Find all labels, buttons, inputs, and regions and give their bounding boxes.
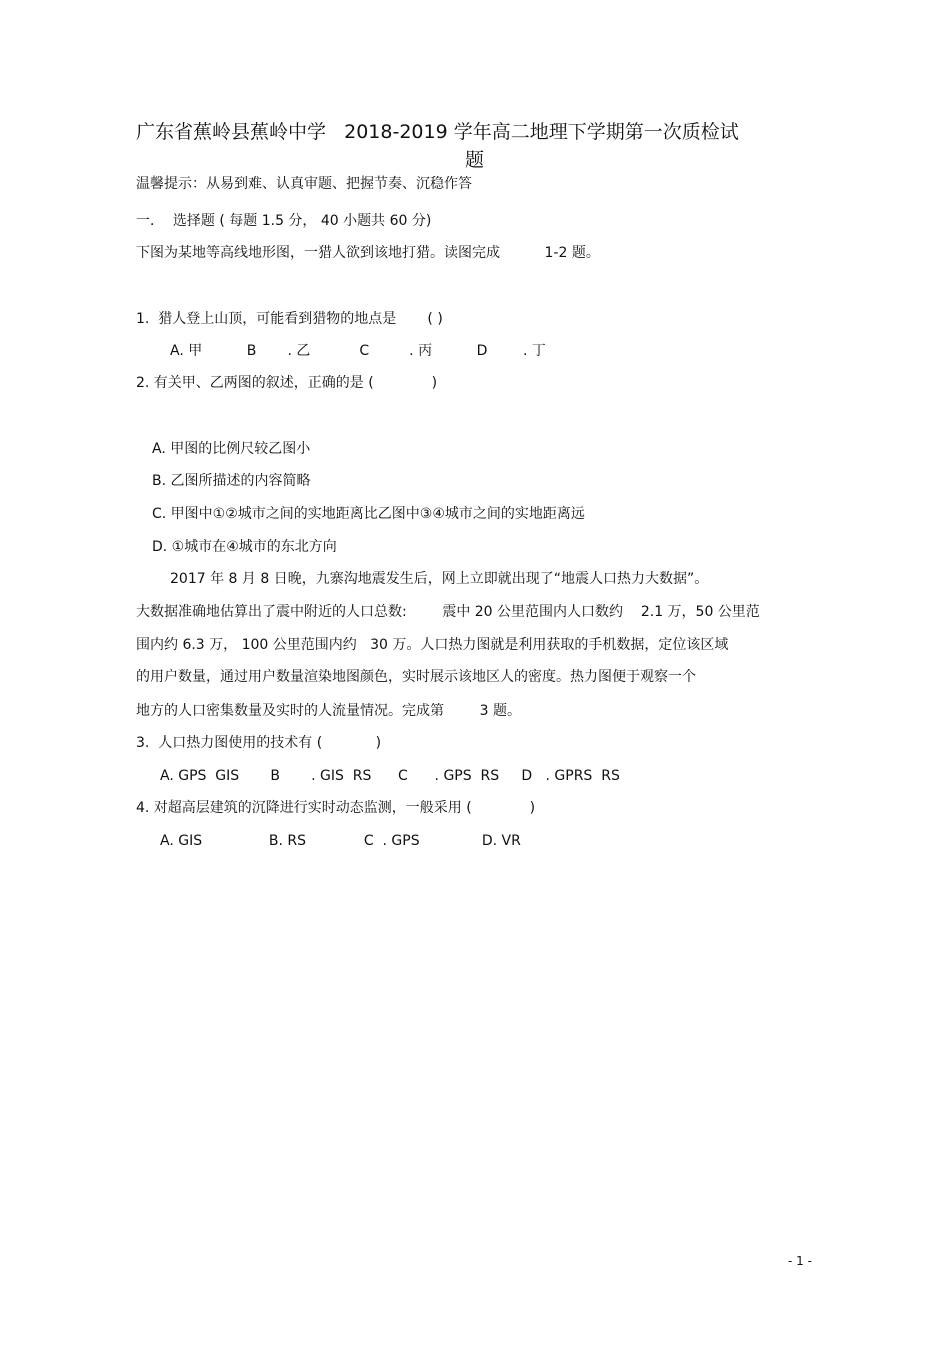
passage-line-5: 地方的人口密集数量及实时的人流量情况。完成第 3 题。 [136, 703, 521, 719]
question-2-option-a: A. 甲图的比例尺较乙图小 [152, 441, 311, 457]
tip-text: 温馨提示：从易到难、认真审题、把握节奏、沉稳作答 [136, 176, 472, 192]
question-1-options: A. 甲 B . 乙 C . 丙 D . 丁 [170, 343, 546, 359]
document-title-line-1: 广东省蕉岭县蕉岭中学 2018-2019 学年高二地理下学期第一次质检试 [136, 121, 739, 143]
question-2-option-d: D. ①城市在④城市的东北方向 [152, 539, 337, 555]
question-2-stem: 2. 有关甲、乙两图的叙述，正确的是 ( ) [136, 375, 438, 391]
passage-line-2: 大数据准确地估算出了震中附近的人口总数: 震中 20 公里范围内人口数约 2.1 万，50 公里范 [136, 604, 760, 620]
question-4-options: A. GIS B. RS C . GPS D. VR [160, 833, 521, 849]
question-3-stem: 3. 人口热力图使用的技术有 ( ) [136, 735, 382, 751]
passage-line-1: 2017 年 8 月 8 日晚，九寨沟地震发生后，网上立即就出现了“地震人口热力大数据”。 [170, 571, 709, 587]
intro-questions-1-2: 下图为某地等高线地形图，一猎人欲到该地打猎。读图完成 1-2 题。 [136, 245, 600, 261]
section-heading: 一． 选择题 ( 每题 1.5 分， 40 小题共 60 分) [136, 213, 432, 229]
page-number: - 1 - [788, 1254, 812, 1268]
document-title-line-2: 题 [465, 149, 485, 171]
question-2-option-c: C. 甲图中①②城市之间的实地距离比乙图中③④城市之间的实地距离远 [152, 506, 585, 522]
question-4-stem: 4. 对超高层建筑的沉降进行实时动态监测，一般采用 ( ) [136, 800, 536, 816]
question-1-stem: 1. 猎人登上山顶，可能看到猎物的地点是 ( ) [136, 311, 443, 327]
question-2-option-b: B. 乙图所描述的内容简略 [152, 473, 311, 489]
question-3-options: A. GPS GIS B . GIS RS C . GPS RS D . GPRS RS [160, 768, 620, 784]
passage-line-4: 的用户数量，通过用户数量渲染地图颜色，实时展示该地区人的密度。热力图便于观察一个 [136, 669, 696, 685]
passage-line-3: 围内约 6.3 万， 100 公里范围内约 30 万。人口热力图就是利用获取的手机数据，定位该区域 [136, 637, 729, 653]
